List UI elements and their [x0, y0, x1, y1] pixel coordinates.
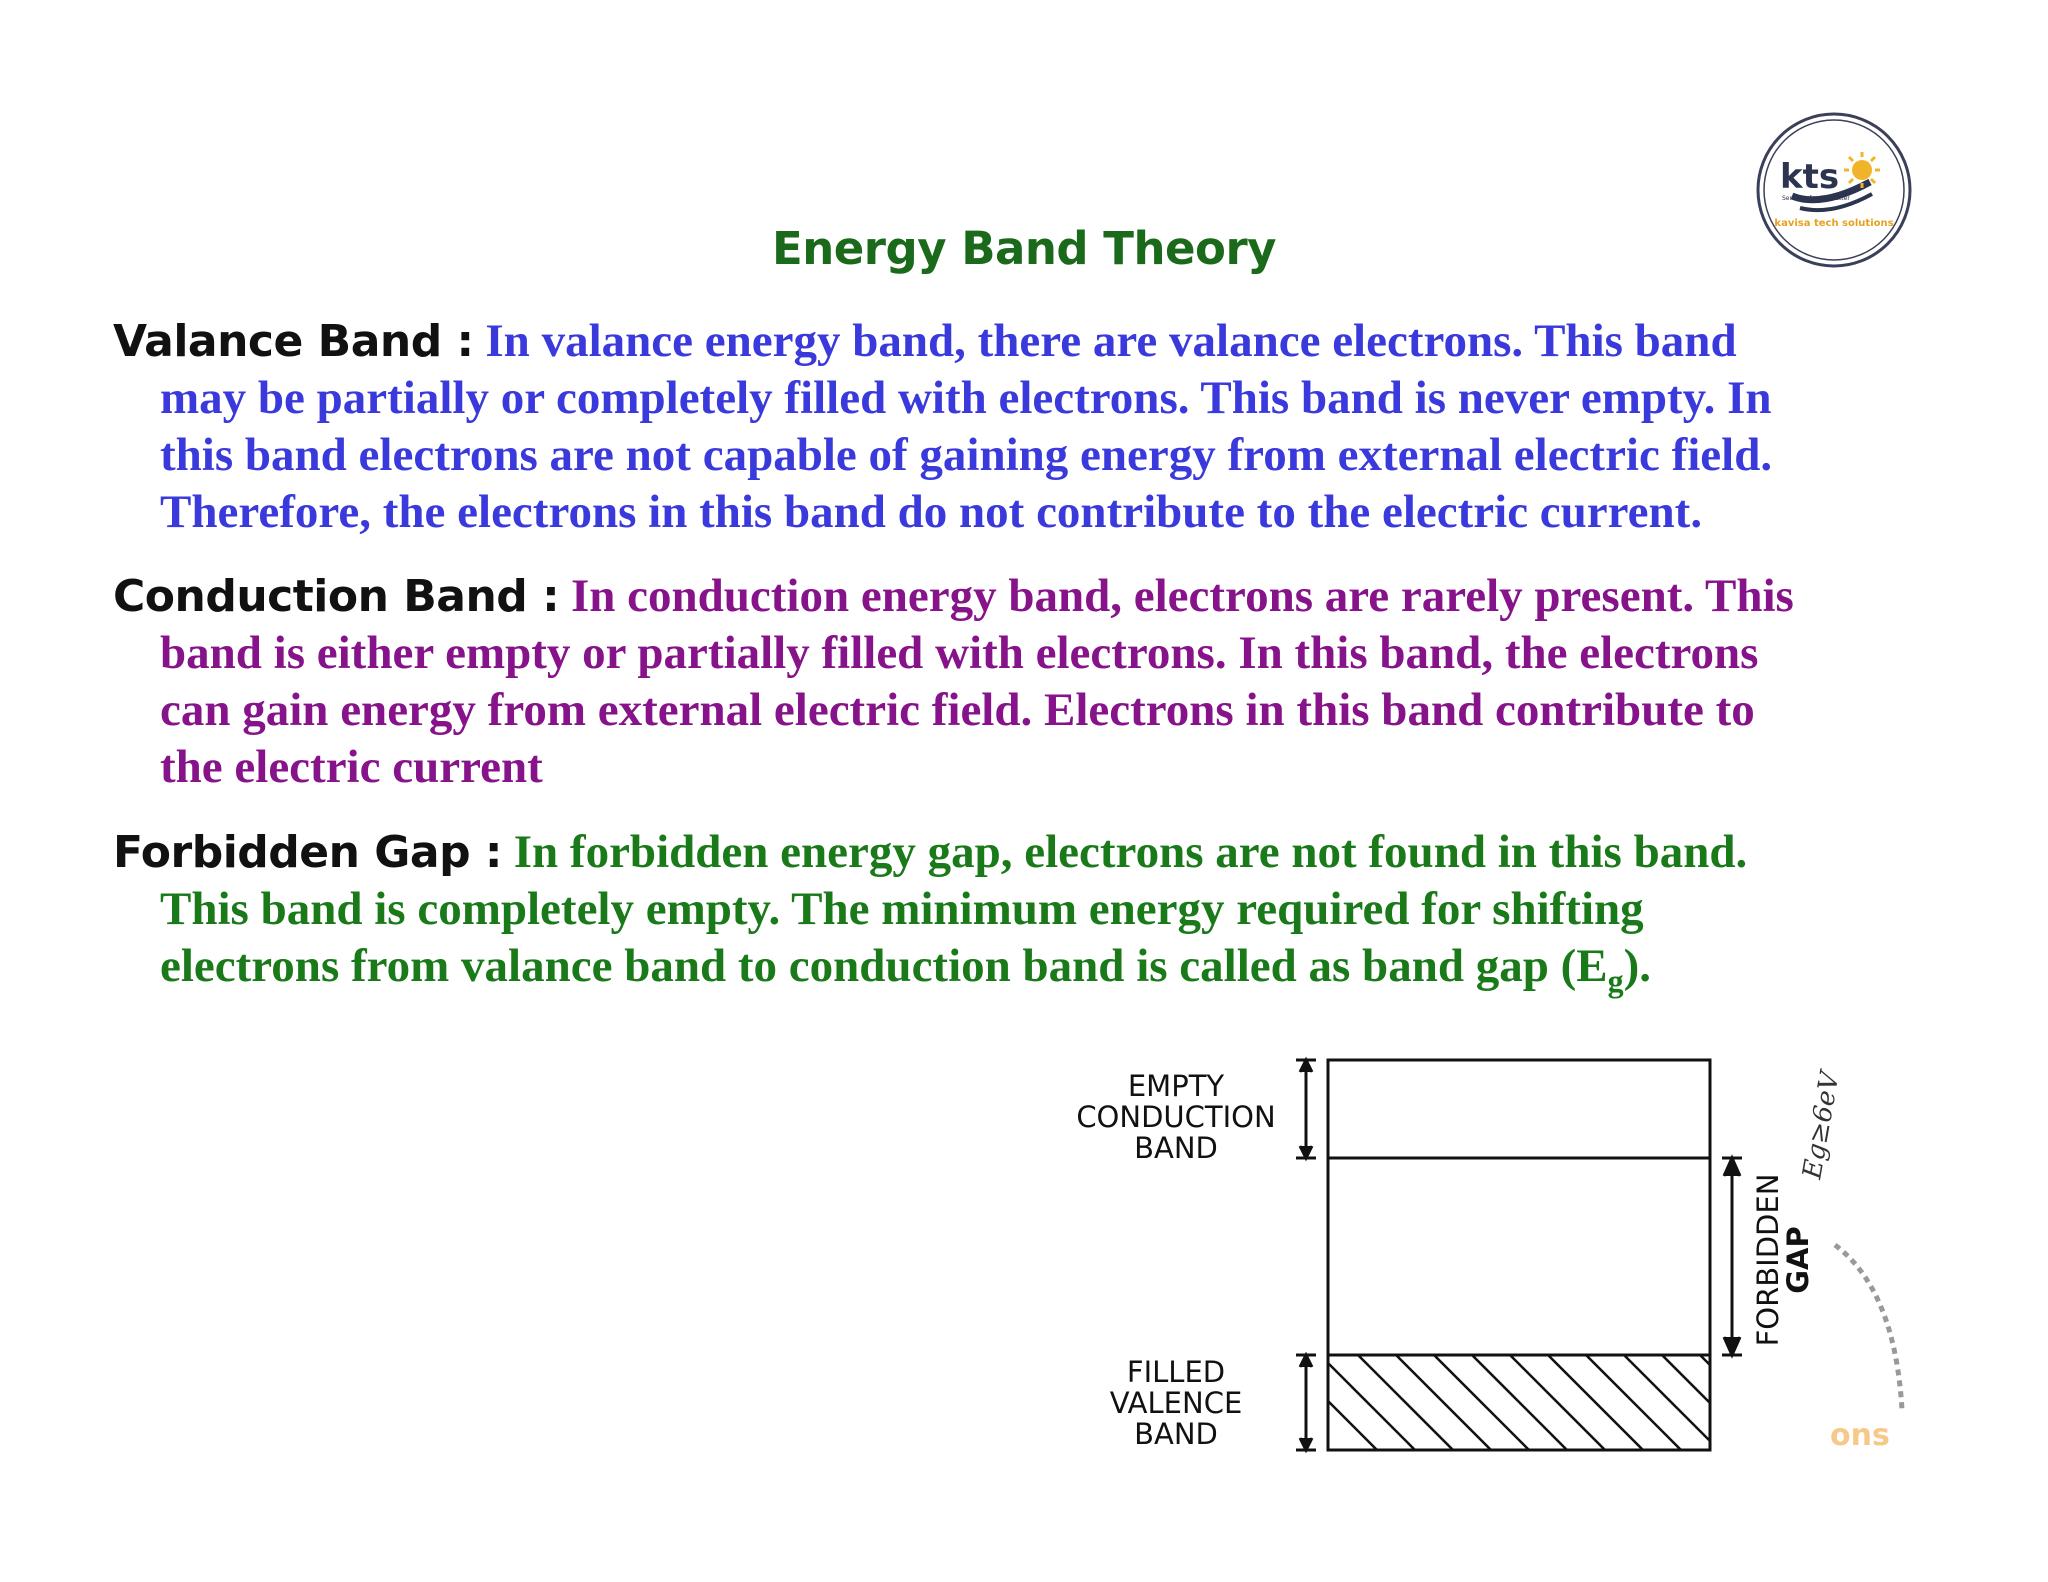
svg-text:FORBIDDEN: FORBIDDEN: [1751, 1173, 1785, 1347]
svg-text:CONDUCTION: CONDUCTION: [1076, 1100, 1276, 1134]
svg-text:GAP: GAP: [1781, 1226, 1815, 1294]
logo-tagline: Services for the Better: [1782, 195, 1850, 202]
logo-subtitle: kavisa tech solutions: [1774, 218, 1894, 229]
line-text: In forbidden energy gap, electrons are not found in this band.: [513, 826, 1748, 878]
paragraph-line: this band electrons are not capable of gaining energy from external electric field.: [160, 429, 1773, 481]
paragraph-line: [113, 313, 1943, 370]
paragraph-line: Therefore, the electrons in this band do not contribute to the electric current.: [160, 486, 1703, 538]
svg-text:FILLED: FILLED: [1126, 1355, 1226, 1389]
paragraph-line: [113, 824, 1943, 881]
conduction-band-label: [1076, 1069, 1275, 1165]
forbidden-gap-box: [1328, 1158, 1710, 1355]
conduction-band-heading: Conduction Band :: [113, 571, 560, 622]
svg-text:VALENCE: VALENCE: [1109, 1386, 1243, 1420]
valence-band-paragraph: [113, 313, 1943, 541]
paragraph-line: [113, 938, 1943, 1009]
paragraph-line: This band is completely empty. The minimum energy required for shifting: [160, 883, 1644, 935]
band-gap-subscript: g: [1607, 962, 1624, 999]
paragraph-line: may be partially or completely filled with electrons. This band is never empty. In: [160, 372, 1772, 424]
svg-text:BAND: BAND: [1134, 1417, 1218, 1451]
forbidden-gap-label: [1751, 1174, 1815, 1347]
page-title: Energy Band Theory: [772, 222, 1276, 275]
conduction-band-box: [1328, 1060, 1710, 1158]
valence-band-heading: Valance Band :: [113, 316, 474, 367]
forbidden-gap-paragraph: [113, 824, 1943, 1009]
paragraph-line: the electric current: [160, 741, 543, 793]
paragraph-line: can gain energy from external electric field. Electrons in this band contribute to: [160, 684, 1755, 736]
watermark-text: ons: [1830, 1418, 1890, 1453]
conduction-dimension-arrow: [1296, 1060, 1316, 1158]
energy-band-diagram: [1040, 1030, 1940, 1510]
faded-curve-mark: [1835, 1245, 1902, 1410]
paragraph-line: band is either empty or partially filled with electrons. In this band, the electrons: [160, 627, 1759, 679]
forbidden-gap-dimension-arrow: [1722, 1158, 1742, 1355]
svg-text:EMPTY: EMPTY: [1127, 1069, 1225, 1103]
line-text: In conduction energy band, electrons are rarely present. This: [570, 570, 1794, 622]
valence-band-label: [1110, 1355, 1243, 1451]
conduction-band-paragraph: [113, 568, 1943, 796]
line-suffix: ).: [1623, 940, 1652, 992]
forbidden-gap-heading: Forbidden Gap :: [113, 827, 502, 878]
logo-text: kts: [1780, 157, 1840, 197]
line-text: In valance energy band, there are valance electrons. This band: [485, 315, 1737, 367]
svg-text:BAND: BAND: [1134, 1131, 1218, 1165]
line-text: electrons from valance band to conduction band is called as band gap (E: [160, 940, 1608, 992]
valence-dimension-arrow: [1296, 1355, 1316, 1450]
paragraph-line: [113, 568, 1943, 625]
handwritten-note: Eg≥6eV: [1797, 1069, 1846, 1182]
